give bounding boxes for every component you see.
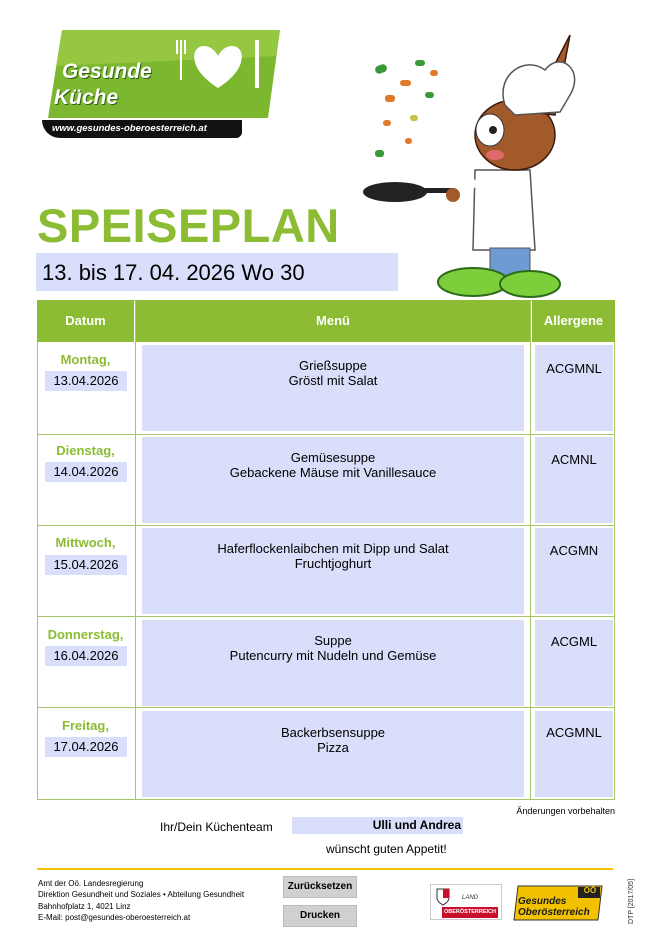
gesundes-text: Gesundes [518,896,567,907]
allergens-text: ACGMNL [546,361,602,376]
day-name: Donnerstag, [47,627,124,642]
footer-address-line: Direktion Gesundheit und Soziales • Abteilung Gesundheit [38,890,245,899]
allergens-field[interactable] [535,620,613,706]
row-divider [37,434,615,435]
footer-address-line: Bahnhofplatz 1, 4021 Linz [38,902,131,911]
menu-line-2: Putencurry mit Nudeln und Gemüse [229,648,437,663]
row-divider [37,616,615,617]
row-divider [37,707,615,708]
header-datum: Datum [37,300,134,342]
allergens-text: ACGML [550,634,598,649]
changes-note: Änderungen vorbehalten [516,806,615,816]
day-date[interactable]: 17.04.2026 [45,737,127,757]
page-title: SPEISEPLAN [37,199,340,252]
column-divider [135,300,136,800]
menu-line-2: Gebackene Mäuse mit Vanillesauce [229,465,437,480]
coat-of-arms-icon [436,888,450,906]
day-date[interactable]: 14.04.2026 [45,462,127,482]
menu-line-1: Suppe [314,633,352,648]
day-date[interactable]: 15.04.2026 [45,555,127,575]
allergens-field[interactable] [535,528,613,614]
land-label: LAND [462,895,479,901]
oberoesterreich-text: Oberösterreich [518,907,590,918]
header-menu: Menü [136,300,530,342]
allergens-field[interactable] [535,345,613,431]
day-name: Dienstag, [56,443,115,458]
menu-line-1: Gemüsesuppe [290,450,376,465]
land-name: OBERÖSTERREICH [442,907,498,918]
menu-line-1: Grießsuppe [299,358,367,373]
menu-line-2: Pizza [317,740,349,755]
logo-text-gesunde: Gesunde [62,60,152,83]
menu-line-1: Haferflockenlaibchen mit Dipp und Salat [217,541,449,556]
row-divider [37,525,615,526]
allergens-field[interactable] [535,437,613,523]
column-divider [530,300,531,800]
week-text: 13. bis 17. 04. 2026 Wo 30 [42,260,305,285]
footer-divider [37,868,613,870]
logo-text-kueche: Küche [54,86,119,109]
footer-address-line: Amt der Oö. Landesregierung [38,879,144,888]
print-button[interactable]: Drucken [283,905,357,927]
logo-url: www.gesundes-oberoesterreich.at [42,120,242,138]
day-date[interactable]: 16.04.2026 [45,646,127,666]
ooe-badge: OÖ [583,886,597,895]
allergens-text: ACGMNL [546,725,602,740]
allergens-text: ACGMN [549,543,599,558]
team-name: Ulli und Andrea [372,818,461,832]
allergens-text: ACMNL [551,452,597,467]
header-allergene: Allergene [532,300,615,342]
day-name: Mittwoch, [55,535,116,550]
footer-email: E-Mail: post@gesundes-oberoesterreich.at [38,913,191,922]
menu-line-1: Backerbsensuppe [280,725,386,740]
day-name: Freitag, [62,718,109,733]
menu-line-2: Gröstl mit Salat [288,373,378,388]
day-name: Montag, [60,352,111,367]
reset-button[interactable]: Zurücksetzen [283,876,357,898]
team-label: Ihr/Dein Küchenteam [160,820,273,834]
dtp-code: DTP [2017/05] [628,878,635,924]
day-date[interactable]: 13.04.2026 [45,371,127,391]
menu-line-2: Fruchtjoghurt [294,556,372,571]
appetit-text: wünscht guten Appetit! [326,842,447,856]
allergens-field[interactable] [535,711,613,797]
